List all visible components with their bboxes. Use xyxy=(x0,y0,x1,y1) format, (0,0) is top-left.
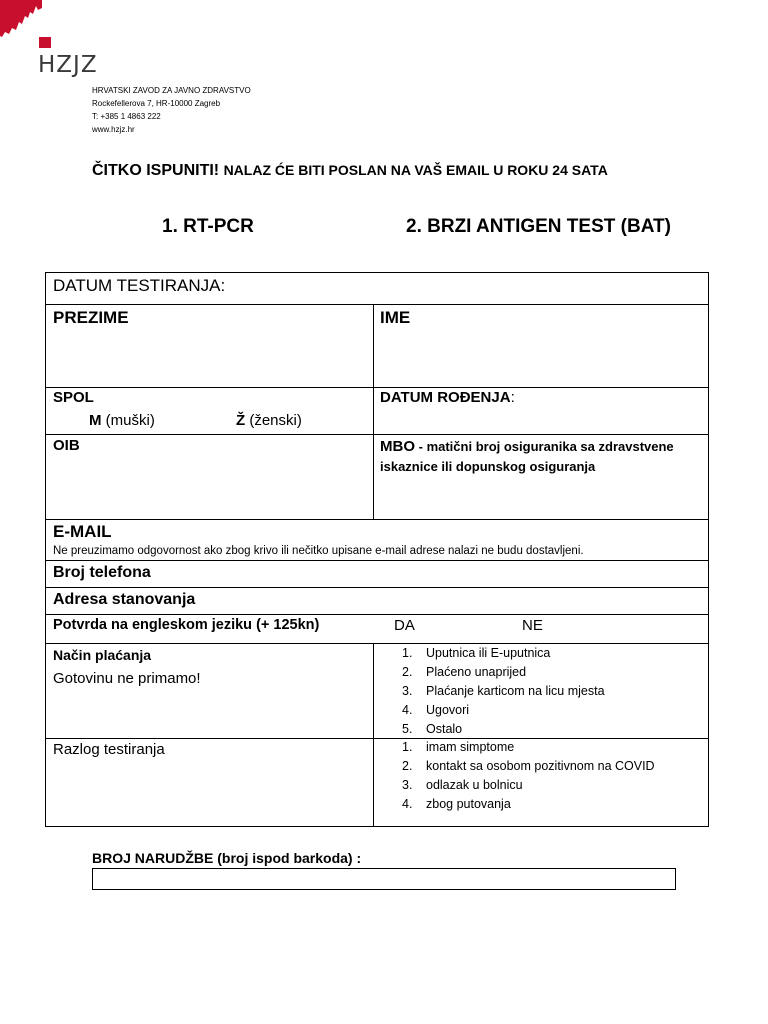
logo-text: HZJZ xyxy=(38,52,98,78)
spol-option-z[interactable] xyxy=(236,412,302,429)
razlog-option-label: kontakt sa osobom pozitivnom na COVID xyxy=(426,759,655,773)
placanje-option-label: Ostalo xyxy=(426,722,463,736)
email-label: E-MAIL xyxy=(53,522,112,541)
oib-label: OIB xyxy=(53,437,80,454)
datum-testiranja-field[interactable] xyxy=(46,273,708,304)
razlog-option-label: imam simptome xyxy=(426,740,515,754)
placanje-option-label: Plaćeno unaprijed xyxy=(426,665,527,679)
spol-m-text: (muški) xyxy=(105,412,155,429)
placanje-option-number: 4. xyxy=(402,703,413,717)
notice-rest: NALAZ ĆE BITI POSLAN NA VAŠ EMAIL U ROKU 24 SATA xyxy=(223,162,608,178)
mbo-desc-2: iskaznice ili dopunskog osiguranja xyxy=(380,459,596,474)
org-website[interactable] xyxy=(92,123,135,136)
order-number-field[interactable] xyxy=(92,868,676,890)
razlog-option[interactable] xyxy=(374,757,708,776)
oib-field[interactable] xyxy=(46,455,373,519)
razlog-options-list xyxy=(374,738,708,814)
placanje-option-number: 3. xyxy=(402,684,413,698)
datum-testiranja-label: DATUM TESTIRANJA: xyxy=(53,276,226,295)
ime-label: IME xyxy=(380,308,411,327)
placanje-option-number: 2. xyxy=(402,665,413,679)
placanje-option-label: Uputnica ili E-uputnica xyxy=(426,646,551,660)
gotovinu-note: Gotovinu ne primamo! xyxy=(53,670,201,687)
email-field[interactable] xyxy=(120,521,708,543)
placanje-option[interactable] xyxy=(374,701,708,720)
placanje-option-label: Plaćanje karticom na licu mjesta xyxy=(426,684,605,698)
notice-bold: ČITKO ISPUNITI! xyxy=(92,162,220,179)
razlog-label: Razlog testiranja xyxy=(53,741,165,758)
logo-square xyxy=(39,37,51,48)
razlog-option-label: zbog putovanja xyxy=(426,797,511,811)
razlog-option[interactable] xyxy=(374,795,708,814)
razlog-option-number: 3. xyxy=(402,778,413,792)
spol-label: SPOL xyxy=(53,389,94,406)
razlog-option[interactable] xyxy=(374,738,708,757)
telefon-field[interactable] xyxy=(180,561,708,587)
potvrda-label: Potvrda na engleskom jeziku (+ 125kn) xyxy=(53,617,320,633)
email-note: Ne preuzimamo odgovornost ako zbog krivo ili nečitko upisane e-mail adrese nalazi ne budu dostavljeni. xyxy=(53,545,584,557)
datum-rodjenja-text: DATUM ROĐENJA xyxy=(380,389,511,406)
website-link[interactable]: www.hzjz.hr xyxy=(92,125,135,134)
placanje-option[interactable] xyxy=(374,663,708,682)
test-option-bat[interactable]: 2. BRZI ANTIGEN TEST (BAT) xyxy=(406,216,671,237)
org-phone: T: +385 1 4863 222 xyxy=(92,112,161,121)
datum-rodjenja-field[interactable] xyxy=(374,405,708,434)
spol-z-text: (ženski) xyxy=(249,412,302,429)
placanje-option-label: Ugovori xyxy=(426,703,470,717)
razlog-option-label: odlazak u bolnicu xyxy=(426,778,523,792)
spol-z-letter: Ž xyxy=(236,412,246,429)
notice xyxy=(92,162,608,180)
telefon-label: Broj telefona xyxy=(53,564,151,581)
razlog-option-number: 1. xyxy=(402,740,413,754)
logo-graphic xyxy=(0,0,42,38)
placanje-option-number: 5. xyxy=(402,722,413,736)
spol-m-letter: M xyxy=(89,412,102,429)
nacin-placanja-label: Način plaćanja xyxy=(53,647,152,663)
placanje-options-list xyxy=(374,644,708,739)
placanje-option[interactable] xyxy=(374,720,708,739)
razlog-option[interactable] xyxy=(374,776,708,795)
razlog-option-number: 2. xyxy=(402,759,413,773)
mbo-desc-1: - matični broj osiguranika sa zdravstvene xyxy=(418,439,674,454)
ime-field[interactable] xyxy=(374,305,708,387)
placanje-option[interactable] xyxy=(374,644,708,663)
razlog-option-number: 4. xyxy=(402,797,413,811)
spol-option-m[interactable] xyxy=(89,412,155,429)
test-option-rt-pcr[interactable]: 1. RT-PCR xyxy=(162,216,254,237)
datum-rodjenja-colon: : xyxy=(510,389,515,406)
placanje-option-number: 1. xyxy=(402,646,413,660)
adresa-field[interactable] xyxy=(220,588,708,614)
prezime-field[interactable] xyxy=(46,305,373,387)
mbo-label xyxy=(380,437,702,477)
potvrda-da[interactable]: DA xyxy=(394,617,415,634)
prezime-label: PREZIME xyxy=(53,308,129,327)
mbo-text: MBO xyxy=(380,438,415,455)
datum-rodjenja-label xyxy=(380,389,515,406)
order-label: BROJ NARUDŽBE (broj ispod barkoda) : xyxy=(92,850,362,866)
org-address: Rockefellerova 7, HR-10000 Zagreb xyxy=(92,99,221,108)
adresa-label: Adresa stanovanja xyxy=(53,591,196,608)
mbo-field[interactable] xyxy=(374,478,708,519)
org-name: HRVATSKI ZAVOD ZA JAVNO ZDRAVSTVO xyxy=(92,86,251,95)
potvrda-ne[interactable]: NE xyxy=(522,617,543,634)
placanje-option[interactable] xyxy=(374,682,708,701)
